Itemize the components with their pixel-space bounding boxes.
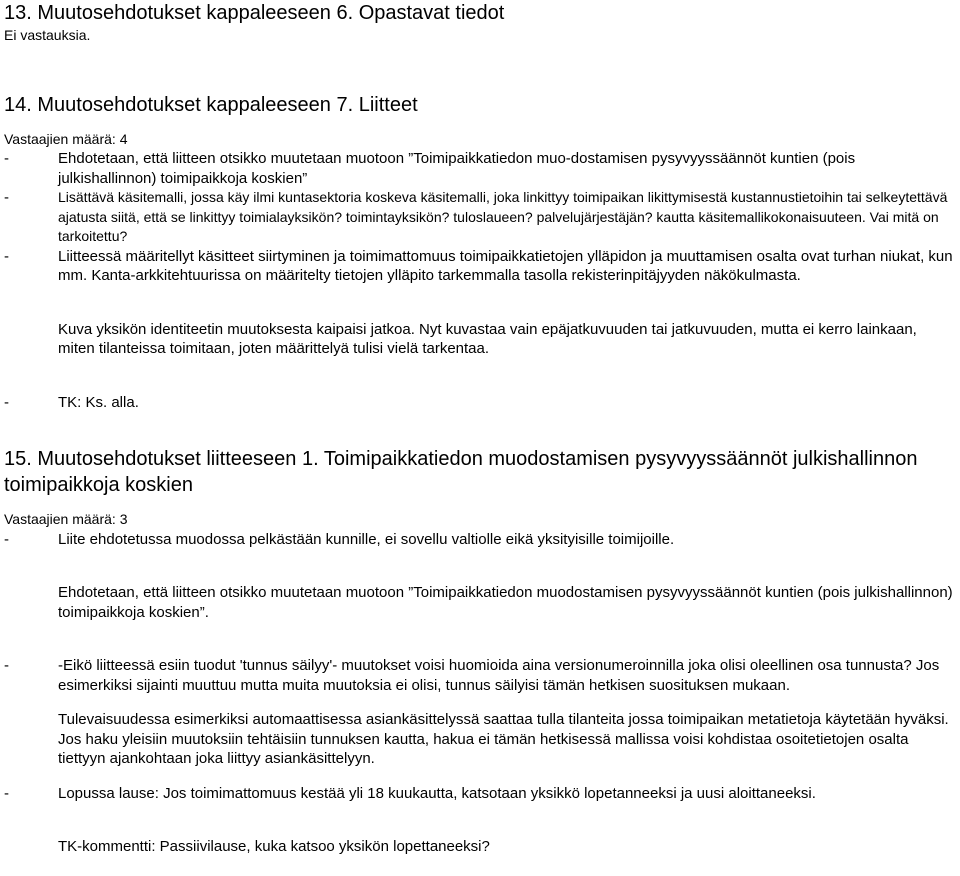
section-15-item-1-continuation: Ehdotetaan, että liitteen otsikko muutetaan muotoon ”Toimipaikkatiedon muodostamisen pysyvyyssäännöt kuntien (pois julkishallinnon) toimipaikkoja koskien”. — [58, 584, 953, 621]
section-15-respondents: Vastaajien määrä: 3 — [4, 511, 128, 527]
section-14-respondents: Vastaajien määrä: 4 — [4, 130, 128, 147]
section-15-heading: 15. Muutosehdotukset liitteeseen 1. Toimipaikkatiedon muodostamisen pysyvyyssäännöt julkishallinnon toimipaikkoja koskien — [4, 448, 918, 496]
bullet-dash: - — [4, 150, 9, 167]
section-13-note: Ei vastauksia. — [4, 27, 91, 43]
section-15-item-3-continuation: TK-kommentti: Passiivilause, kuka katsoo yksikön lopettaneeksi? — [58, 838, 490, 855]
section-14-item-4-text: TK: Ks. alla. — [58, 393, 139, 411]
section-14-item-3-continuation: Kuva yksikön identiteetin muutoksesta kaipaisi jatkoa. Nyt kuvastaa vain epäjatkuvuuden tai jatkuvuuden, mutta ei kerro lainkaan, miten tilanteissa toimitaan, joten määrittelyä tulisi vielä tarkentaa. — [58, 320, 917, 357]
section-15-item-2-continuation: Tulevaisuudessa esimerkiksi automaattisessa asiankäsittelyssä saattaa tulla tilanteita jossa toimipaikan metatietoja käytetään hyväksi. Jos haku yleisiin muutoksiin tehtäisiin tunnuksen kautta, hakua ei tämän hetkisessä mallissa voisi kohdistaa osoitetietojen osalta tiettyyn ajankohtaan joka liittyy asiankäsittelyyn. — [58, 711, 949, 767]
bullet-dash: - — [4, 189, 9, 206]
bullet-dash: - — [4, 657, 9, 674]
section-15-item-1-text: Liite ehdotetussa muodossa pelkästään kunnille, ei sovellu valtiolle eikä yksityisille toimijoille. — [58, 530, 675, 548]
section-14-item-3-text: Liitteessä määritellyt käsitteet siirtyminen ja toimimattomuus toimipaikkatietojen ylläpidon ja muuttamisen osalta ovat turhan niukat, kun mm. Kanta-arkkitehtuurissa on määritelty tietojen ylläpito tarkemmalla tasolla rekisterinpitäjyyden näkökulmasta. — [58, 247, 953, 284]
section-14-item-1-text: Ehdotetaan, että liitteen otsikko muutetaan muotoon ”Toimipaikkatiedon muo-dostamisen pysyvyyssäännöt kuntien (pois julkishallinnon) toimipaikkoja koskien” — [58, 150, 856, 187]
bullet-dash: - — [4, 247, 9, 265]
section-15-item-3-text: Lopussa lause: Jos toimimattomuus kestää yli 18 kuukautta, katsotaan yksikkö lopetanneeksi ja uusi aloittaneeksi. — [58, 784, 816, 802]
section-14-item-3 — [4, 247, 956, 286]
section-13-heading: 13. Muutosehdotukset kappaleeseen 6. Opastavat tiedot — [4, 2, 505, 24]
section-15-item-2-text: -Eikö liitteessä esiin tuodut 'tunnus säilyy'- muutokset voisi huomioida aina versionumeroinnilla joka olisi oleellinen osa tunnusta? Jos esimerkiksi sijainti muuttuu mutta muita muutoksia ei olisi, tunnus säilyisi tämän hetkisen suosituksen mukaan. — [58, 657, 940, 694]
document — [4, 0, 956, 872]
section-14-item-2 — [4, 188, 956, 247]
section-14-item-2-text: Lisättävä käsitemalli, jossa käy ilmi kuntasektoria koskeva käsitemalli, joka linkittyy toimipaikan likittymisestä kustannustietoihin tai selkeytettävä ajatusta siitä, että se linkittyy toimialayksikön? toimintayksikön? tuloslaueen? palvelujärjestäjän? kautta käsitemallikokonaisuuteen. Vai mitä on tarkoitettu? — [58, 189, 948, 244]
section-14-item-4 — [4, 393, 956, 413]
bullet-dash: - — [4, 393, 9, 411]
section-15-item-1 — [4, 530, 956, 550]
bullet-dash: - — [4, 784, 9, 802]
section-14-heading: 14. Muutosehdotukset kappaleeseen 7. Liitteet — [4, 93, 418, 116]
bullet-dash: - — [4, 530, 9, 548]
section-15-item-2 — [4, 656, 956, 695]
section-14-item-1 — [4, 149, 956, 188]
section-15-item-3 — [4, 784, 956, 804]
